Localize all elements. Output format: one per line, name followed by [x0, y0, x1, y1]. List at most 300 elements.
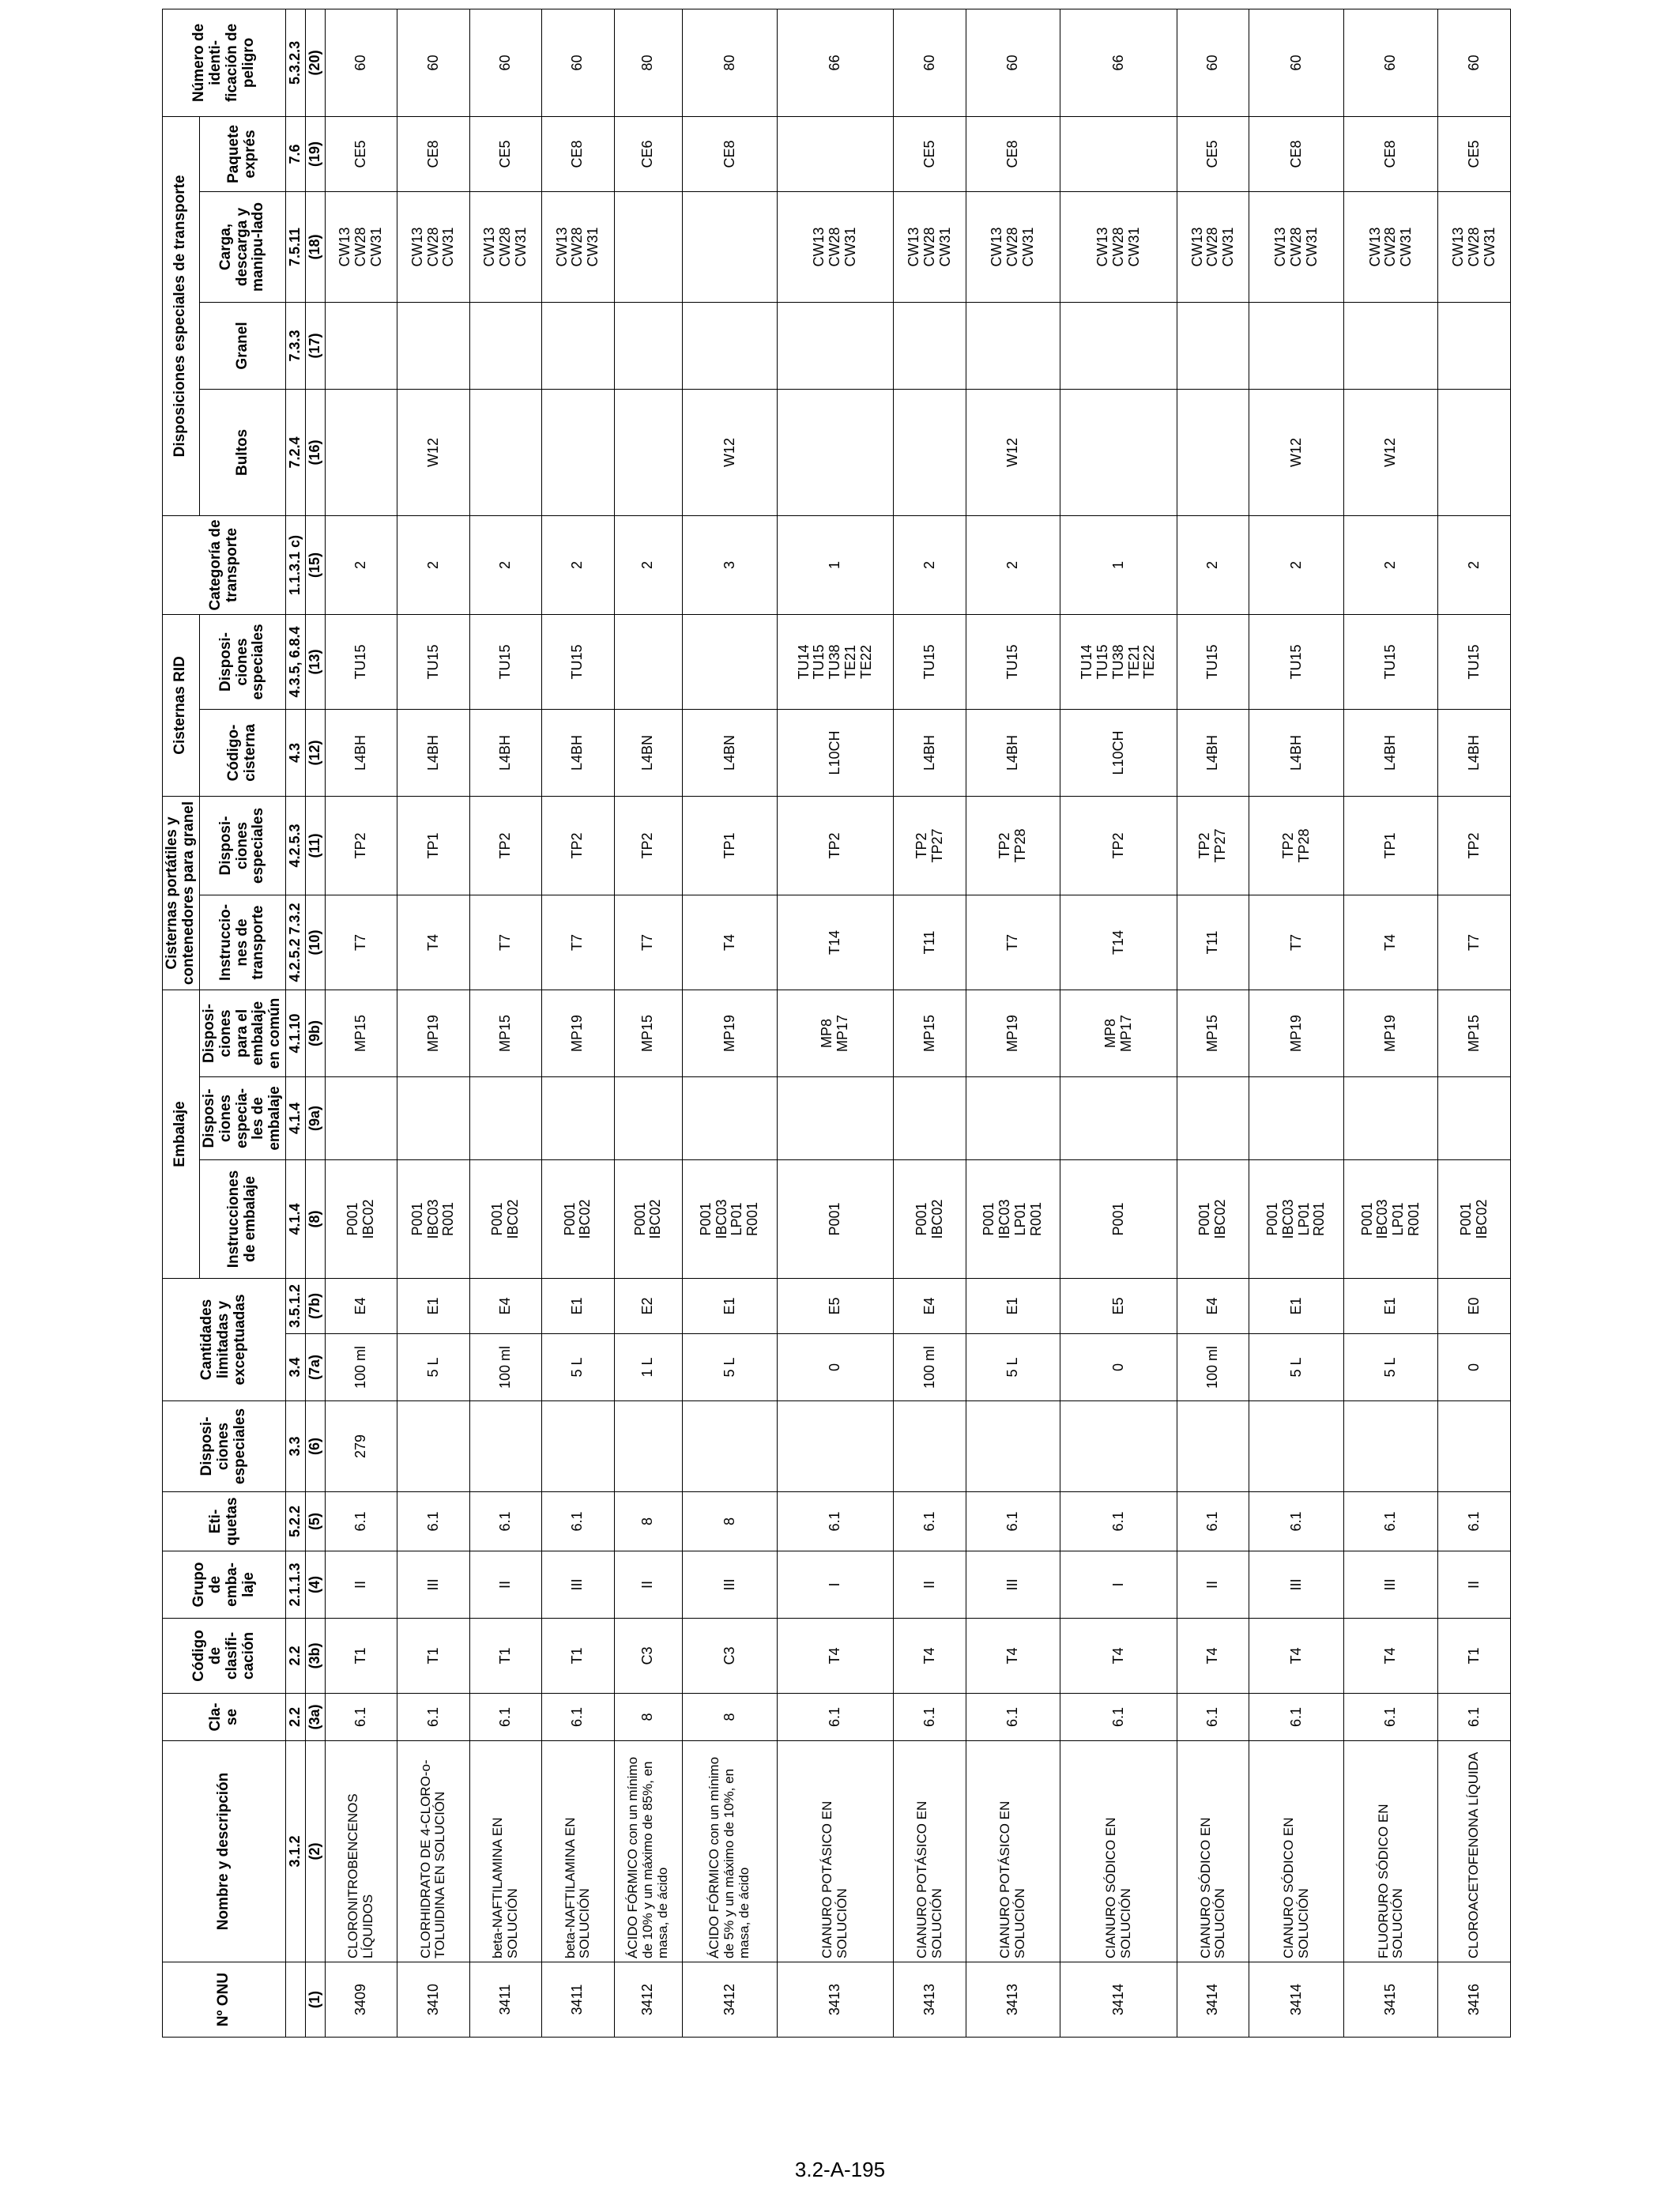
table-cell: 2 — [1249, 515, 1344, 614]
table-cell — [542, 389, 614, 515]
table-cell: T1 — [542, 1619, 614, 1694]
table-cell: 8 — [683, 1492, 778, 1551]
column-number-cell: (2) — [306, 1741, 326, 1962]
table-cell: 6.1 — [1177, 1694, 1249, 1741]
table-cell — [683, 614, 778, 709]
table-cell: L4BH — [1249, 709, 1344, 796]
table-cell: TP1 — [397, 796, 469, 895]
table-cell: 6.1 — [469, 1492, 541, 1551]
table-cell: C3 — [683, 1619, 778, 1694]
table-cell — [683, 1076, 778, 1159]
column-number-cell: (4) — [306, 1551, 326, 1619]
table-cell: 2 — [1343, 515, 1438, 614]
table-cell — [614, 1401, 683, 1492]
ref-cell: 4.2.5.3 — [286, 796, 306, 895]
table-cell: TP2 — [325, 796, 397, 895]
table-cell: T7 — [1249, 895, 1344, 990]
ref-cell: 2.1.1.3 — [286, 1551, 306, 1619]
table-cell: 2 — [1438, 515, 1511, 614]
table-cell — [469, 302, 541, 389]
dangerous-goods-table — [162, 9, 1511, 2038]
column-number-cell: (9a) — [306, 1076, 326, 1159]
ref-cell: 7.5.11 — [286, 191, 306, 302]
table-cell: 3409 — [325, 1962, 397, 2038]
ref-cell: 4.1.10 — [286, 990, 306, 1076]
table-cell — [1343, 1401, 1438, 1492]
table-cell: E4 — [469, 1278, 541, 1333]
table-cell: P001 IBC03 LP01 R001 — [1343, 1159, 1438, 1278]
substance-name-cell: CIANURO POTÁSICO EN SOLUCIÓN — [777, 1741, 894, 1962]
table-cell — [469, 1401, 541, 1492]
table-cell: T1 — [397, 1619, 469, 1694]
header-disp-esp-cp: Disposi-ciones especiales — [199, 796, 285, 895]
ref-cell: 3.1.2 — [286, 1741, 306, 1962]
substance-name-cell: CIANURO SÓDICO EN SOLUCIÓN — [1249, 1741, 1344, 1962]
header-numero-peligro: Número de identi-ficación de peligro — [163, 9, 286, 116]
ref-cell: 4.3 — [286, 709, 306, 796]
table-row — [683, 9, 778, 2037]
table-cell: 6.1 — [397, 1492, 469, 1551]
table-cell: 6.1 — [1060, 1694, 1177, 1741]
table-cell — [325, 1076, 397, 1159]
table-cell: TU15 — [1177, 614, 1249, 709]
header-disp-embalaje-comun: Disposi-ciones para el embalaje en común — [199, 990, 285, 1076]
table-cell: W12 — [1249, 389, 1344, 515]
table-cell: W12 — [397, 389, 469, 515]
ref-cell: 3.3 — [286, 1401, 306, 1492]
table-cell: P001 IBC03 LP01 R001 — [966, 1159, 1060, 1278]
header-clase: Cla-se — [163, 1694, 286, 1741]
table-cell: MP19 — [1249, 990, 1344, 1076]
table-cell: T4 — [966, 1619, 1060, 1694]
table-cell — [777, 1401, 894, 1492]
column-number-cell: (15) — [306, 515, 326, 614]
table-cell: T1 — [1438, 1619, 1511, 1694]
table-cell: II — [469, 1551, 541, 1619]
ref-cell: 4.3.5, 6.8.4 — [286, 614, 306, 709]
table-cell: L4BH — [325, 709, 397, 796]
table-cell: L4BH — [966, 709, 1060, 796]
table-cell: TU15 — [325, 614, 397, 709]
table-cell: 3413 — [966, 1962, 1060, 2038]
table-cell: 8 — [614, 1694, 683, 1741]
table-cell: TU15 — [1343, 614, 1438, 709]
table-cell: I — [777, 1551, 894, 1619]
header-grupo: Grupo de emba-laje — [163, 1551, 286, 1619]
table-cell: 1 — [777, 515, 894, 614]
table-cell: 2 — [542, 515, 614, 614]
table-cell: CW13 CW28 CW31 — [1438, 191, 1511, 302]
table-cell: P001 IBC02 — [325, 1159, 397, 1278]
table-cell: T11 — [1177, 895, 1249, 990]
table-cell: TU15 — [1438, 614, 1511, 709]
table-cell: T4 — [894, 1619, 966, 1694]
table-cell: 5 L — [683, 1334, 778, 1401]
table-cell: 100 ml — [469, 1334, 541, 1401]
column-number-cell: (6) — [306, 1401, 326, 1492]
table-cell: T1 — [469, 1619, 541, 1694]
table-cell: E5 — [1060, 1278, 1177, 1333]
table-cell: CE8 — [542, 116, 614, 191]
table-cell: E1 — [397, 1278, 469, 1333]
table-body — [325, 9, 1510, 2037]
table-cell: P001 IBC02 — [542, 1159, 614, 1278]
table-row — [397, 9, 469, 2037]
table-cell — [1177, 302, 1249, 389]
substance-name-cell: CLORONITROBENCENOS LÍQUIDOS — [325, 1741, 397, 1962]
table-cell — [1249, 1401, 1344, 1492]
table-cell: CE5 — [894, 116, 966, 191]
ref-cell: 5.2.2 — [286, 1492, 306, 1551]
table-cell: E2 — [614, 1278, 683, 1333]
table-cell: 0 — [777, 1334, 894, 1401]
substance-name-cell: beta-NAFTILAMINA EN SOLUCIÓN — [469, 1741, 541, 1962]
table-cell: III — [397, 1551, 469, 1619]
column-number-cell: (8) — [306, 1159, 326, 1278]
substance-name-cell: CLOROACETOFENONA LÍQUIDA — [1438, 1741, 1511, 1962]
table-cell: CE5 — [1177, 116, 1249, 191]
table-cell: 6.1 — [894, 1694, 966, 1741]
table-cell: TU15 — [469, 614, 541, 709]
table-cell: CE8 — [1249, 116, 1344, 191]
table-cell: T7 — [966, 895, 1060, 990]
header-name: Nombre y descripción — [163, 1741, 286, 1962]
table-cell — [542, 1076, 614, 1159]
table-cell: P001 — [777, 1159, 894, 1278]
table-cell: T4 — [777, 1619, 894, 1694]
table-cell: 6.1 — [325, 1492, 397, 1551]
header-cisternas-portatiles: Cisternas portátiles y contenedores para granel — [163, 796, 200, 990]
header-onu: Nº ONU — [163, 1962, 286, 2038]
table-cell: L4BH — [397, 709, 469, 796]
table-row — [777, 9, 894, 2037]
table-cell: 2 — [325, 515, 397, 614]
header-bultos: Bultos — [199, 389, 285, 515]
table-cell — [1438, 1401, 1511, 1492]
table-cell — [777, 302, 894, 389]
column-number-cell: (1) — [306, 1962, 326, 2038]
table-cell: 60 — [397, 9, 469, 116]
table-cell: MP8 MP17 — [1060, 990, 1177, 1076]
table-cell: T7 — [1438, 895, 1511, 990]
table-cell: 5 L — [542, 1334, 614, 1401]
ref-cell — [286, 1962, 306, 2038]
table-row — [1438, 9, 1511, 2037]
table-cell — [683, 1401, 778, 1492]
ref-cell: 4.1.4 — [286, 1076, 306, 1159]
table-cell: P001 IBC02 — [469, 1159, 541, 1278]
table-cell: 3413 — [777, 1962, 894, 2038]
table-cell — [683, 302, 778, 389]
table-cell: CE8 — [683, 116, 778, 191]
header-carga: Carga, descarga y manipu-lado — [199, 191, 285, 302]
substance-name-cell: CLORHIDRATO DE 4-CLORO-o-TOLUIDINA EN SOLUCIÓN — [397, 1741, 469, 1962]
table-cell: MP8 MP17 — [777, 990, 894, 1076]
table-cell: II — [1438, 1551, 1511, 1619]
table-row — [1060, 9, 1177, 2037]
table-cell: 80 — [683, 9, 778, 116]
table-cell: T7 — [542, 895, 614, 990]
table-cell: 6.1 — [1343, 1694, 1438, 1741]
header-codigo: Código de clasifi-cación — [163, 1619, 286, 1694]
column-number-cell: (16) — [306, 389, 326, 515]
table-cell — [1343, 1076, 1438, 1159]
table-row — [325, 9, 397, 2037]
header-granel: Granel — [199, 302, 285, 389]
table-cell: CW13 CW28 CW31 — [966, 191, 1060, 302]
table-cell — [1438, 302, 1511, 389]
column-number-row — [306, 9, 326, 2037]
table-cell: L4BH — [1438, 709, 1511, 796]
substance-name-cell: CIANURO SÓDICO EN SOLUCIÓN — [1060, 1741, 1177, 1962]
table-cell: MP15 — [469, 990, 541, 1076]
table-cell: 100 ml — [1177, 1334, 1249, 1401]
table-cell — [683, 191, 778, 302]
table-cell: 60 — [1249, 9, 1344, 116]
table-cell: 60 — [469, 9, 541, 116]
table-cell: 3416 — [1438, 1962, 1511, 2038]
table-cell: TP2 — [469, 796, 541, 895]
table-cell: T4 — [1060, 1619, 1177, 1694]
table-cell: CE5 — [469, 116, 541, 191]
table-cell — [614, 191, 683, 302]
table-cell: MP15 — [614, 990, 683, 1076]
table-cell: III — [966, 1551, 1060, 1619]
table-cell: 3411 — [542, 1962, 614, 2038]
table-row — [966, 9, 1060, 2037]
table-cell: MP15 — [894, 990, 966, 1076]
table-cell: P001 IBC02 — [1177, 1159, 1249, 1278]
table-cell: E5 — [777, 1278, 894, 1333]
ref-cell: 7.6 — [286, 116, 306, 191]
column-number-cell: (17) — [306, 302, 326, 389]
table-cell: 6.1 — [1343, 1492, 1438, 1551]
table-cell: TU14 TU15 TU38 TE21 TE22 — [1060, 614, 1177, 709]
table-cell: 8 — [683, 1694, 778, 1741]
table-cell: 0 — [1438, 1334, 1511, 1401]
table-cell: TU15 — [1249, 614, 1344, 709]
table-cell: 80 — [614, 9, 683, 116]
reference-row — [286, 9, 306, 2037]
table-cell: TU15 — [894, 614, 966, 709]
table-cell: E0 — [1438, 1278, 1511, 1333]
table-cell: L4BH — [894, 709, 966, 796]
table-cell: 5 L — [1249, 1334, 1344, 1401]
table-cell — [1438, 1076, 1511, 1159]
table-cell: C3 — [614, 1619, 683, 1694]
table-cell: L4BH — [1343, 709, 1438, 796]
substance-name-cell: CIANURO SÓDICO EN SOLUCIÓN — [1177, 1741, 1249, 1962]
table-cell: 2 — [469, 515, 541, 614]
table-row — [1177, 9, 1249, 2037]
table-cell — [1177, 1076, 1249, 1159]
table-cell — [614, 614, 683, 709]
table-row — [542, 9, 614, 2037]
ref-cell: 3.5.1.2 — [286, 1278, 306, 1333]
column-number-cell: (5) — [306, 1492, 326, 1551]
table-cell: 6.1 — [325, 1694, 397, 1741]
table-cell — [397, 1076, 469, 1159]
table-cell — [1177, 1401, 1249, 1492]
table-cell — [469, 1076, 541, 1159]
table-cell: P001 IBC02 — [1438, 1159, 1511, 1278]
substance-name-cell: ÁCIDO FÓRMICO con un mínimo de 10% y un máximo de 85%, en masa, de ácido — [614, 1741, 683, 1962]
table-cell: 279 — [325, 1401, 397, 1492]
substance-name-cell: CIANURO POTÁSICO EN SOLUCIÓN — [894, 1741, 966, 1962]
table-cell: 6.1 — [1438, 1694, 1511, 1741]
table-cell: L4BH — [1177, 709, 1249, 796]
table-cell: 3414 — [1177, 1962, 1249, 2038]
table-cell: 1 — [1060, 515, 1177, 614]
table-cell: MP15 — [325, 990, 397, 1076]
table-cell: T14 — [777, 895, 894, 990]
table-cell — [966, 1401, 1060, 1492]
table-cell: P001 IBC02 — [614, 1159, 683, 1278]
ref-cell: 3.4 — [286, 1334, 306, 1401]
ref-cell: 2.2 — [286, 1694, 306, 1741]
table-cell — [1438, 389, 1511, 515]
header-categoria: Categoría de transporte — [163, 515, 286, 614]
table-cell: P001 IBC03 R001 — [397, 1159, 469, 1278]
table-cell — [1060, 389, 1177, 515]
table-cell: T4 — [397, 895, 469, 990]
table-cell: III — [542, 1551, 614, 1619]
table-cell: II — [614, 1551, 683, 1619]
table-cell: 6.1 — [1249, 1492, 1344, 1551]
table-cell: MP15 — [1438, 990, 1511, 1076]
table-cell — [1060, 1076, 1177, 1159]
table-cell: III — [1249, 1551, 1344, 1619]
table-cell: CW13 CW28 CW31 — [1060, 191, 1177, 302]
table-cell: W12 — [1343, 389, 1438, 515]
table-cell — [1249, 1076, 1344, 1159]
table-cell: L4BH — [469, 709, 541, 796]
ref-cell: 7.2.4 — [286, 389, 306, 515]
table-cell: 3415 — [1343, 1962, 1438, 2038]
table-cell: E1 — [1343, 1278, 1438, 1333]
table-cell: TP2 TP28 — [1249, 796, 1344, 895]
table-cell: 66 — [777, 9, 894, 116]
substance-name-cell: beta-NAFTILAMINA EN SOLUCIÓN — [542, 1741, 614, 1962]
column-number-cell: (3b) — [306, 1619, 326, 1694]
header-disp-esp-embalaje: Disposi-ciones especia-les de embalaje — [199, 1076, 285, 1159]
table-cell: I — [1060, 1551, 1177, 1619]
table-cell — [966, 302, 1060, 389]
table-cell: TU15 — [397, 614, 469, 709]
table-cell — [1060, 302, 1177, 389]
ref-cell: 7.3.3 — [286, 302, 306, 389]
ref-cell: 1.1.3.1 c) — [286, 515, 306, 614]
table-cell — [777, 1076, 894, 1159]
table-cell: CW13 CW28 CW31 — [469, 191, 541, 302]
table-cell: MP19 — [542, 990, 614, 1076]
table-cell: 3410 — [397, 1962, 469, 2038]
table-cell: T4 — [683, 895, 778, 990]
header-embalaje: Embalaje — [163, 990, 200, 1278]
table-cell: 3414 — [1249, 1962, 1344, 2038]
header-disp-transporte: Disposiciones especiales de transporte — [163, 116, 200, 515]
table-cell: MP15 — [1177, 990, 1249, 1076]
table-cell: E1 — [542, 1278, 614, 1333]
table-cell: T14 — [1060, 895, 1177, 990]
table-cell: 60 — [894, 9, 966, 116]
table-cell: 66 — [1060, 9, 1177, 116]
table-cell: III — [1343, 1551, 1438, 1619]
table-cell: CE8 — [1343, 116, 1438, 191]
table-cell: TP1 — [683, 796, 778, 895]
table-cell — [966, 1076, 1060, 1159]
header-paquete: Paquete exprés — [199, 116, 285, 191]
table-cell: MP19 — [683, 990, 778, 1076]
table-cell — [894, 1076, 966, 1159]
table-cell: TP2 TP27 — [894, 796, 966, 895]
table-cell: T7 — [325, 895, 397, 990]
table-cell: II — [1177, 1551, 1249, 1619]
column-number-cell: (7a) — [306, 1334, 326, 1401]
table-cell: 6.1 — [469, 1694, 541, 1741]
table-cell: CE5 — [325, 116, 397, 191]
ref-cell: 4.2.5.2 7.3.2 — [286, 895, 306, 990]
table-cell: 3412 — [614, 1962, 683, 2038]
table-cell: TU15 — [966, 614, 1060, 709]
table-cell — [894, 1401, 966, 1492]
table-cell: T4 — [1177, 1619, 1249, 1694]
table-cell: T7 — [614, 895, 683, 990]
table-cell: T4 — [1343, 1619, 1438, 1694]
table-cell: TU14 TU15 TU38 TE21 TE22 — [777, 614, 894, 709]
table-cell: T4 — [1343, 895, 1438, 990]
table-cell: 6.1 — [542, 1492, 614, 1551]
table-cell: T7 — [469, 895, 541, 990]
table-cell: 2 — [894, 515, 966, 614]
header-cantidades: Cantidades limitadas y exceptuadas — [163, 1278, 286, 1400]
table-cell: TP2 — [777, 796, 894, 895]
table-cell: 60 — [1438, 9, 1511, 116]
table-cell: 60 — [1177, 9, 1249, 116]
table-cell: P001 IBC02 — [894, 1159, 966, 1278]
table-cell: CW13 CW28 CW31 — [1249, 191, 1344, 302]
table-cell: T11 — [894, 895, 966, 990]
table-cell: CW13 CW28 CW31 — [894, 191, 966, 302]
table-cell: 6.1 — [397, 1694, 469, 1741]
table-cell: W12 — [966, 389, 1060, 515]
table-cell: 100 ml — [325, 1334, 397, 1401]
header-etiquetas: Eti-quetas — [163, 1492, 286, 1551]
ref-cell: 4.1.4 — [286, 1159, 306, 1278]
table-cell: 2 — [397, 515, 469, 614]
table-row — [469, 9, 541, 2037]
table-cell: L4BH — [542, 709, 614, 796]
column-number-cell: (18) — [306, 191, 326, 302]
substance-name-cell: FLUORURO SÓDICO EN SOLUCIÓN — [1343, 1741, 1438, 1962]
table-cell: II — [325, 1551, 397, 1619]
table-cell: 60 — [542, 9, 614, 116]
table-cell: CW13 CW28 CW31 — [1177, 191, 1249, 302]
table-cell: T1 — [325, 1619, 397, 1694]
column-number-cell: (7b) — [306, 1278, 326, 1333]
table-cell: 60 — [325, 9, 397, 116]
table-cell: TP1 — [1343, 796, 1438, 895]
header-disp-especiales: Disposi-ciones especiales — [163, 1401, 286, 1492]
table-cell: 60 — [966, 9, 1060, 116]
table-cell: 5 L — [966, 1334, 1060, 1401]
table-cell — [542, 1401, 614, 1492]
table-cell: TP2 — [1060, 796, 1177, 895]
column-number-cell: (13) — [306, 614, 326, 709]
table-cell: TP2 — [542, 796, 614, 895]
table-cell — [777, 389, 894, 515]
table-cell: 2 — [1177, 515, 1249, 614]
